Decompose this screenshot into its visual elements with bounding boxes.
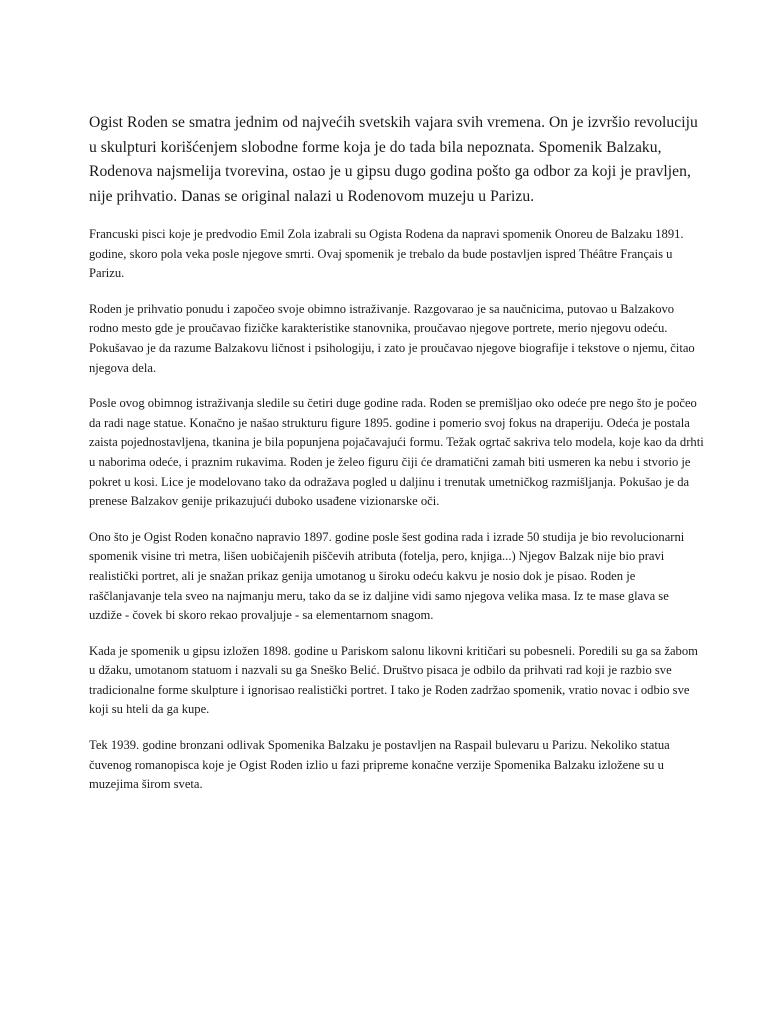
document-page xyxy=(89,111,704,811)
paragraph-4: Ono što je Ogist Roden konačno napravio 1897. godine posle šest godina rada i izrade 50 studija je bio revolucionarni spomenik visine tri metra, lišen uobičajenih piščevih atributa (fotelja, pero, knjiga...) Njegov Balzak nije bio pravi realistički portret, ali je snažan prikaz genija umotanog u široku odeću kakvu je nosio dok je pisao. Roden je raščlanjavanje tela sveo na najmanju meru, tako da se iz daljine vidi samo njegova velika masa. Iz te mase glava se uzdiže - čovek bi skoro rekao provaljuje - sa elementarnom snagom. xyxy=(89,529,685,623)
paragraph-3: Posle ovog obimnog istraživanja sledile su četiri duge godine rada. Roden se premišljao oko odeće pre nego što je počeo da radi nage statue. Konačno je našao strukturu figure 1895. godine i pomerio svoj fokus na draperiju. Odeća je postala zaista pojednostavljena, tkanina je bila popunjena pojačavajući formu. Težak ogrtač sakriva telo modela, koje kao da drhti u naborima odeće, i praznim rukavima. Roden je želeo figuru čiji će dramatični zamah biti usmeren ka nebu i stvorio je pokret u kosi. Lice je modelovano tako da odražava pogled u daljinu i trenutak umetničkog razmišljanja. Pokušao je da prenese Balzakov genije prikazujući duboko usađene vizionarske oči. xyxy=(89,396,704,509)
paragraph-5: Kada je spomenik u gipsu izložen 1898. godine u Pariskom salonu likovni kritičari su pobesneli. Poredili su ga sa žabom u džaku, umotanom statuom i nazvali su ga Sneško Belić. Društvo pisaca je odbilo da prihvati rad koji je razbio sve tradicionalne forme skulpture i ignorisao realistički portret. I tako je Roden zadržao spomenik, vratio novac i odbio sve koji su hteli da ga kupe. xyxy=(89,643,698,717)
paragraph-2: Roden je prihvatio ponudu i započeo svoje obimno istraživanje. Razgovarao je sa naučnicima, putovao u Balzakovo rodno mesto gde je proučavao fizičke karakteristike stanovnika, proučavao njegove portrete, merio njegovu odeću. Pokušavao je da razume Balzakovu ličnost i psihologiju, i zato je proučavao njegove biografije i tekstove o njemu, čitao njegova dela. xyxy=(89,301,695,375)
paragraph-6: Tek 1939. godine bronzani odlivak Spomenika Balzaku je postavljen na Raspail bulevaru u Parizu. Nekoliko statua čuvenog romanopisca koje je Ogist Roden izlio u fazi pripreme konačne verzije Spomenika Balzaku izložene su u muzejima širom sveta. xyxy=(89,738,670,792)
paragraph-1: Francuski pisci koje je predvodio Emil Zola izabrali su Ogista Rodena da napravi spomenik Onoreu de Balzaku 1891. godine, skoro pola veka posle njegove smrti. Ovaj spomenik je trebalo da bude postavljen ispred Théâtre Français u Parizu. xyxy=(89,227,684,281)
intro-paragraph: Ogist Roden se smatra jednim od najvećih svetskih vajara svih vremena. On je izvršio revoluciju u skulpturi korišćenjem slobodne forme koja je do tada bila nepoznata. Spomenik Balzaku, Rodenova najsmelija tvorevina, ostao je u gipsu dugo godina pošto ga odbor za koji je pravljen, nije prihvatio. Danas se original nalazi u Rodenovom muzeju u Parizu. xyxy=(89,114,698,205)
